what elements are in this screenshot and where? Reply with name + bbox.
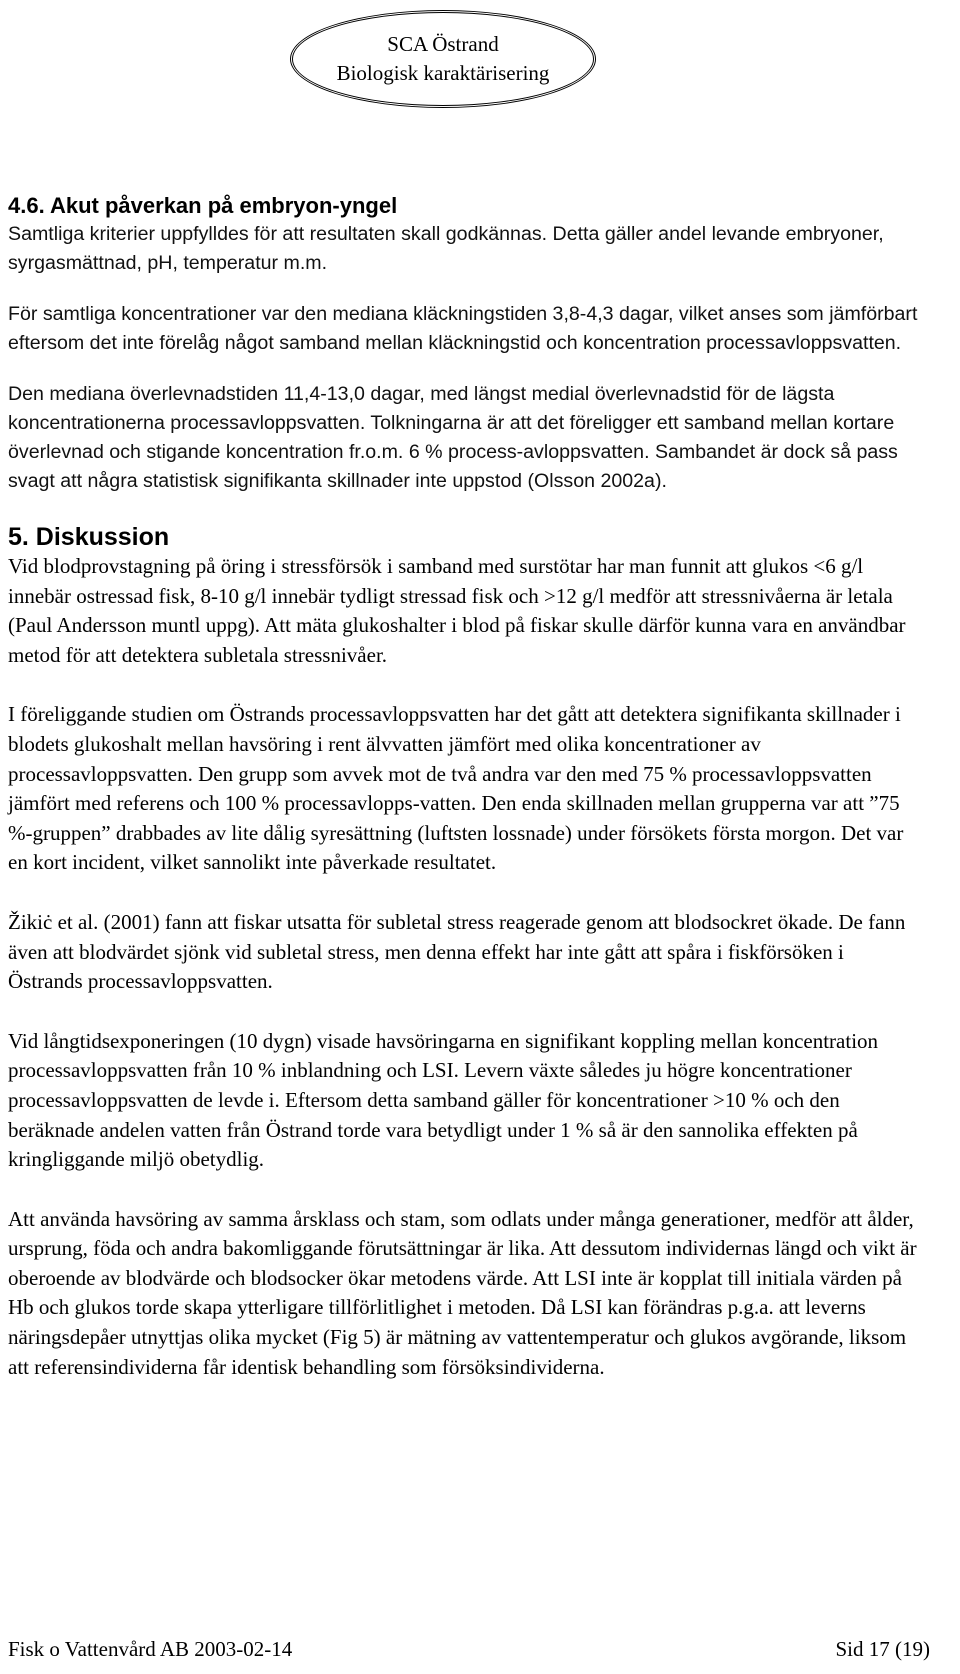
header-report-title: Biologisk karaktärisering bbox=[336, 61, 550, 85]
section-heading-5: 5. Diskussion bbox=[8, 523, 170, 551]
paragraph-blood-sampling: Vid blodprovstagning på öring i stressförsök i samband med surstötar har man funnit att glukos <6 g/l innebär ostressad fisk, 8-10 g/l innebär tydligt stressad fisk och >12 g/l medför att stressnivåerna är letala (Paul Andersson muntl uppg). Att mäta glukoshalter i blod på fiskar skulle därför kunna vara en användbar metod för att detektera subletala stressnivåer. bbox=[8, 554, 906, 667]
document-body bbox=[8, 192, 923, 1382]
page-footer bbox=[8, 1636, 930, 1662]
paragraph-criteria: Samtliga kriterier uppfylldes för att resultaten skall godkännas. Detta gäller andel levande embryoner, syrgasmättnad, pH, temperatur m.m. bbox=[8, 223, 884, 274]
header-company: SCA Östrand bbox=[387, 32, 499, 56]
paragraph-glucose-results: I föreliggande studien om Östrands processavloppsvatten har det gått att detektera signifikanta skillnader i blodets glukoshalt mellan havsöring i rent älvvatten jämfört med olika koncentrationer av processavloppsvatten. Den grupp som avvek mot de två andra var den med 75 % processavloppsvatten jämfört med referens och 100 % processavlopps-vatten. Den enda skillnaden mellan grupperna var att ”75 %-gruppen” drabbades av lite dålig syresättning (luftsten lossnade) under försökets första morgon. Det var en kort incident, vilket sannolikt inte påverkade resultatet. bbox=[8, 702, 904, 875]
footer-page-number: Sid 17 (19) bbox=[835, 1637, 930, 1661]
footer-company-date: Fisk o Vattenvård AB 2003-02-14 bbox=[8, 1637, 293, 1661]
paragraph-long-term-exposure: Vid långtidsexponeringen (10 dygn) visade havsöringarna en signifikant koppling mellan koncentration processavloppsvatten från 10 % inblandning och LSI. Levern växte således ju högre koncentrationer processavloppsvatten de levde i. Eftersom detta samband gäller för koncentrationer >10 % och den beräknade andelen vatten från Östrand torde vara betydligt under 1 % så är den sannolika effekten på kringliggande miljö obetydlig. bbox=[8, 1028, 879, 1172]
section-heading-4-6: 4.6. Akut påverkan på embryon-yngel bbox=[8, 193, 398, 218]
paragraph-survival-time: Den mediana överlevnadstiden 11,4-13,0 dagar, med längst medial överlevnadstid för de lägsta koncentrationerna processavloppsvatten. Tolkningarna är att det föreligger ett samband mellan kortare överlevnad och stigande koncentration fr.o.m. 6 % process-avloppsvatten. Sambandet är dock så pass svagt att några statistisk signifikanta skillnader inte uppstod (Olsson 2002a). bbox=[8, 383, 898, 492]
paragraph-hatching-time: För samtliga koncentrationer var den mediana kläckningstiden 3,8-4,3 dagar, vilket anses som jämförbart eftersom det inte förelåg något samband mellan kläckningstid och koncentration processavloppsvatten. bbox=[8, 303, 918, 354]
header-oval bbox=[290, 10, 596, 108]
paragraph-zikic: Žikiċ et al. (2001) fann att fiskar utsatta för subletal stress reagerade genom att blodsockret ökade. De fann även att blodvärdet sjönk vid subletal stress, men denna effekt har inte gått att spåra i fiskförsöken i Östrands processavloppsvatten. bbox=[8, 909, 906, 994]
paragraph-method-value: Att använda havsöring av samma årsklass och stam, som odlats under många generationer, medför att ålder, ursprung, föda och andra bakomliggande förutsättningar är lika. Att dessutom individernas längd och vikt är oberoende av blodvärde och blodsocker ökar metodens värde. Att LSI inte är kopplat till initiala värden på Hb och glukos torde skapa ytterligare tillförlitlighet i metoden. Då LSI kan förändras p.g.a. att leverns näringsdepåer utnyttjas olika mycket (Fig 5) är mätning av vattentemperatur och glukos avgörande, liksom att referensindividerna får identisk behandling som försöksindividerna. bbox=[8, 1206, 917, 1379]
